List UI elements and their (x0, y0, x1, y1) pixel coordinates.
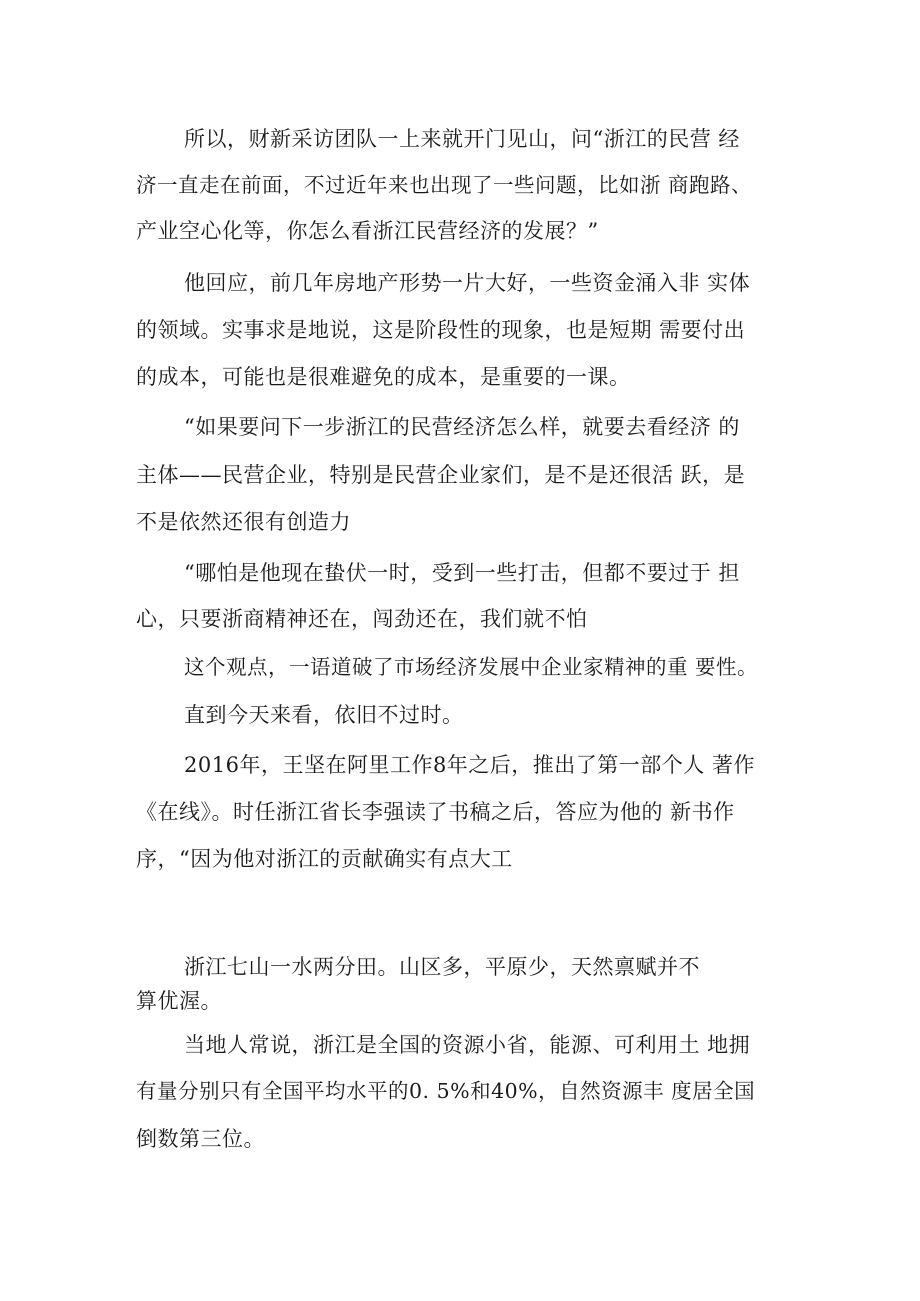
paragraph-9-line-3: 倒数第三位。 (136, 1127, 265, 1151)
paragraph-7-line-1: 2016年，王坚在阿里工作8年之后，推出了第一部个人 著作 (184, 753, 755, 777)
paragraph-8-line-1: 浙江七山一水两分田。山区多，平原少，天然禀赋并不 (184, 955, 700, 979)
paragraph-7-line-2: 《在线》。时任浙江省长李强读了书稿之后，答应为他的 新书作 (136, 800, 735, 824)
paragraph-9-line-1: 当地人常说，浙江是全国的资源小省，能源、可利用土 地拥 (184, 1033, 751, 1057)
paragraph-8-line-2: 算优渥。 (136, 989, 222, 1013)
paragraph-2-line-3: 的成本，可能也是很难避免的成本，是重要的一课。 (136, 365, 631, 389)
paragraph-1-line-2: 济一直走在前面，不过近年来也出现了一些问题，比如浙 商跑路、 (136, 173, 753, 197)
paragraph-7-line-3: 序，“因为他对浙江的贡献确实有点大工 (136, 847, 513, 871)
paragraph-2-line-1: 他回应，前几年房地产形势一片大好，一些资金涌入非 实体 (184, 271, 751, 295)
paragraph-3-line-1: “如果要问下一步浙江的民营经济怎么样，就要去看经济 的 (184, 415, 740, 439)
paragraph-4-line-1: “哪怕是他现在蛰伏一时，受到一些打击，但都不要过于 担 (184, 561, 740, 585)
paragraph-1-line-1: 所以，财新采访团队一上来就开门见山，问“浙江的民营 经 (184, 127, 740, 151)
paragraph-2-line-2: 的领域。实事求是地说，这是阶段性的现象，也是短期 需要付出 (136, 318, 746, 342)
paragraph-4-line-2: 心，只要浙商精神还在，闯劲还在，我们就不怕 (136, 607, 588, 631)
paragraph-1-line-3: 产业空心化等，你怎么看浙江民营经济的发展？” (136, 219, 599, 243)
paragraph-6-line-1: 直到今天来看，依旧不过时。 (184, 703, 464, 727)
paragraph-5-line-1: 这个观点，一语道破了市场经济发展中企业家精神的重 要性。 (184, 655, 759, 679)
paragraph-9-line-2: 有量分别只有全国平均水平的0. 5%和40%，自然资源丰 度居全国 (136, 1079, 756, 1103)
paragraph-3-line-2: 主体——民营企业，特别是民营企业家们，是不是还很活 跃，是 (136, 463, 746, 487)
paragraph-3-line-3: 不是依然还很有创造力 (136, 510, 351, 534)
